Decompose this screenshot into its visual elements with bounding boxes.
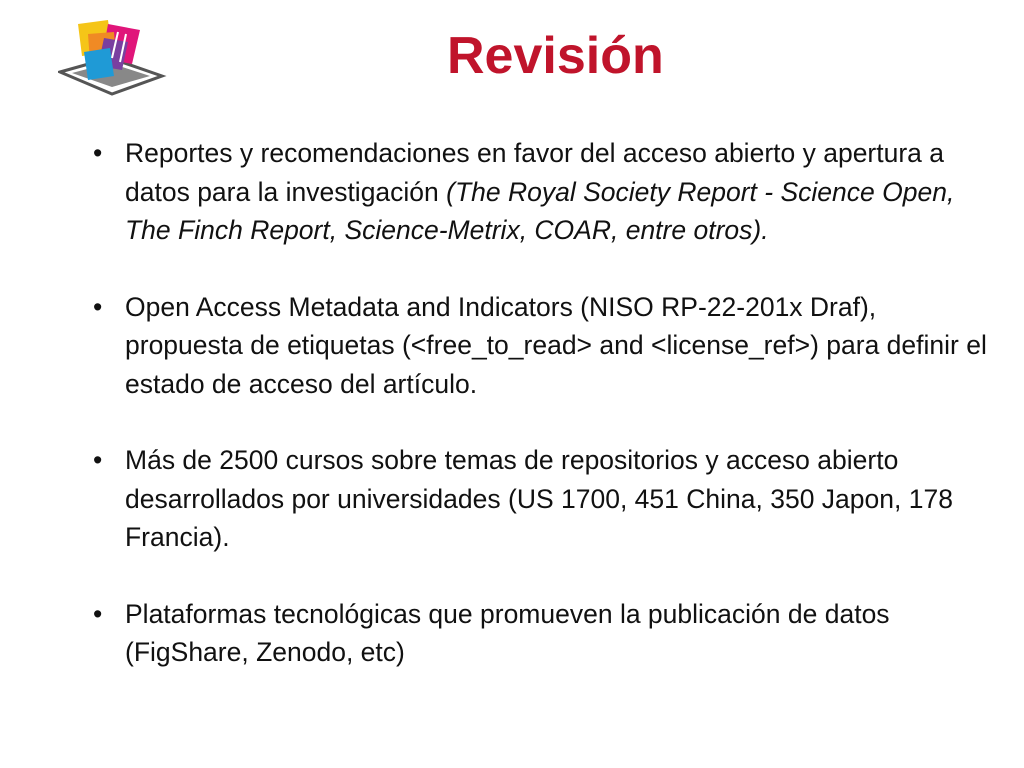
bullet-text: Más de 2500 cursos sobre temas de repositorios y acceso abierto desarrollados por universidades (US 1700, 451 China, 350 Japon, 178 Francia).	[125, 445, 953, 552]
bullet-marker: •	[93, 598, 103, 629]
bullet-item-courses	[93, 441, 993, 557]
bullet-text: Reportes y recomendaciones en favor del acceso abierto y apertura a datos para la investigación	[125, 138, 945, 207]
bullet-marker: •	[93, 445, 103, 475]
bullet-item-reports	[93, 134, 993, 250]
bullet-list	[93, 134, 993, 672]
stacked-colored-squares-logo-icon	[58, 18, 168, 98]
slide-title: Revisión	[447, 27, 664, 85]
bullet-text: Open Access Metadata and Indicators (NISO RP-22-201x Draf), propuesta de etiquetas (<free_to_read> and <license_ref>) para definir el estado de acceso del artículo.	[125, 291, 987, 399]
bullet-item-metadata	[93, 288, 993, 404]
bullet-item-platforms	[93, 595, 993, 672]
bullet-marker: •	[93, 138, 103, 168]
bullet-text-italic: (The Royal Society Report - Science Open, The Finch Report, Science-Metrix, COAR, entre otros).	[125, 176, 955, 245]
bullet-text: Plataformas tecnológicas que promueven la publicación de datos (FigShare, Zenodo, etc)	[125, 598, 890, 667]
bullet-marker: •	[93, 291, 103, 322]
